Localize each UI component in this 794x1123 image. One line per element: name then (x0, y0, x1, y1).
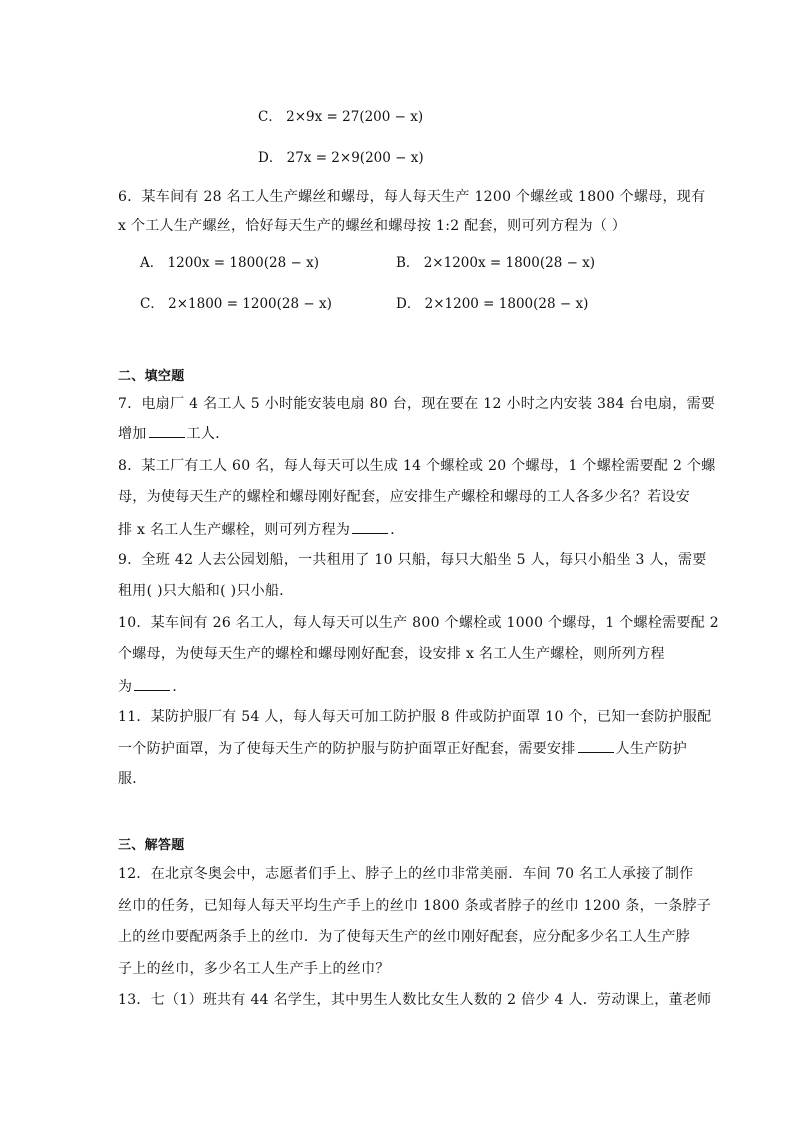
q5-option-c (258, 107, 423, 127)
q12-line-2: 丝巾的任务，已知每人每天平均生产手上的丝巾 1800 条或者脖子的丝巾 1200 条，一条脖子 (118, 898, 712, 914)
answer-blank (134, 676, 170, 691)
text: ． (172, 679, 187, 695)
q12-line-3: 上的丝巾要配两条手上的丝巾．为了使每天生产的丝巾刚好配套，应分配多少名工人生产脖 (118, 929, 690, 945)
text: 工人． (186, 426, 230, 442)
answer-blank (352, 519, 388, 534)
option-expression: 2×9x = 27(200 − x) (286, 109, 424, 125)
q10-line-1: 10．某车间有 26 名工人，每人每天可以生产 800 个螺栓或 1000 个螺母，1 个螺栓需要配 2 (118, 615, 719, 631)
text: ． (390, 522, 405, 538)
option-expression: 2×1800 = 1200(28 − x) (168, 296, 332, 312)
q11-line-3: 服． (118, 771, 147, 787)
q12-line-4: 子上的丝巾，多少名工人生产手上的丝巾？ (118, 961, 390, 977)
q6-option-d (396, 294, 588, 314)
option-label: B． (396, 255, 420, 271)
q13-line-1: 13．七（1）班共有 44 名学生，其中男生人数比女生人数的 2 倍少 4 人．劳动课上，董老师 (118, 992, 712, 1008)
text: 人生产防护 (615, 741, 688, 757)
q6-option-b (396, 253, 595, 273)
q10-line-2: 个螺母，为使每天生产的螺栓和螺母刚好配套，设安排 x 名工人生产螺栓，则所列方程 (118, 646, 665, 662)
option-expression: 27x = 2×9(200 − x) (286, 150, 424, 166)
option-label: D． (396, 296, 421, 312)
section-heading-solve: 三、解答题 (118, 838, 185, 853)
q9-line-2: 租用( )只大船和( )只小船． (118, 583, 294, 599)
answer-blank (578, 738, 614, 753)
text: 增加 (118, 426, 147, 442)
option-expression: 2×1200 = 1800(28 − x) (424, 296, 589, 312)
text: 排 x 名工人生产螺栓，则可列方程为 (118, 522, 351, 538)
text: 一个防护面罩，为了使每天生产的防护服与防护面罩正好配套，需要安排 (118, 741, 576, 757)
q6-option-c (140, 294, 332, 314)
section-heading-fill-in: 二、填空题 (118, 369, 185, 384)
q12-line-1: 12．在北京冬奥会中，志愿者们手上、脖子上的丝巾非常美丽．车间 70 名工人承接了制作 (118, 866, 694, 882)
text: 为 (118, 679, 133, 695)
q6-line-2: x 个工人生产螺丝，恰好每天生产的螺丝和螺母按 1:2 配套，则可列方程为（ ） (118, 218, 627, 234)
option-label: C． (140, 296, 164, 312)
q9-line-1: 9．全班 42 人去公园划船，一共租用了 10 只船，每只大船坐 5 人，每只小船坐 3 人，需要 (118, 552, 707, 568)
option-expression: 1200x = 1800(28 − x) (167, 255, 319, 271)
q11-line-2 (118, 738, 687, 759)
q8-line-3 (118, 519, 405, 540)
answer-blank (149, 423, 185, 438)
q8-line-1: 8．某工厂有工人 60 名，每人每天可以生成 14 个螺栓或 20 个螺母，1 个螺栓需要配 2 个螺 (118, 458, 716, 474)
q5-option-d (258, 148, 424, 168)
q11-line-1: 11．某防护服厂有 54 人，每人每天可加工防护服 8 件或防护面罩 10 个，已知一套防护服配 (118, 709, 712, 725)
q7-line-2 (118, 423, 230, 444)
option-expression: 2×1200x = 1800(28 − x) (423, 255, 596, 271)
option-label: C． (258, 109, 282, 125)
q7-line-1: 7．电扇厂 4 名工人 5 小时能安装电扇 80 台，现在要在 12 小时之内安装 384 台电扇，需要 (118, 396, 716, 412)
q10-line-3 (118, 676, 187, 697)
q8-line-2: 母，为使每天生产的螺栓和螺母刚好配套，应安排生产螺栓和螺母的工人各多少名？若设安 (118, 489, 690, 505)
q6-line-1: 6．某车间有 28 名工人生产螺丝和螺母，每人每天生产 1200 个螺丝或 1800 个螺母，现有 (118, 189, 706, 205)
option-label: D． (258, 150, 283, 166)
option-label: A． (140, 255, 164, 271)
q6-option-a (140, 253, 319, 273)
